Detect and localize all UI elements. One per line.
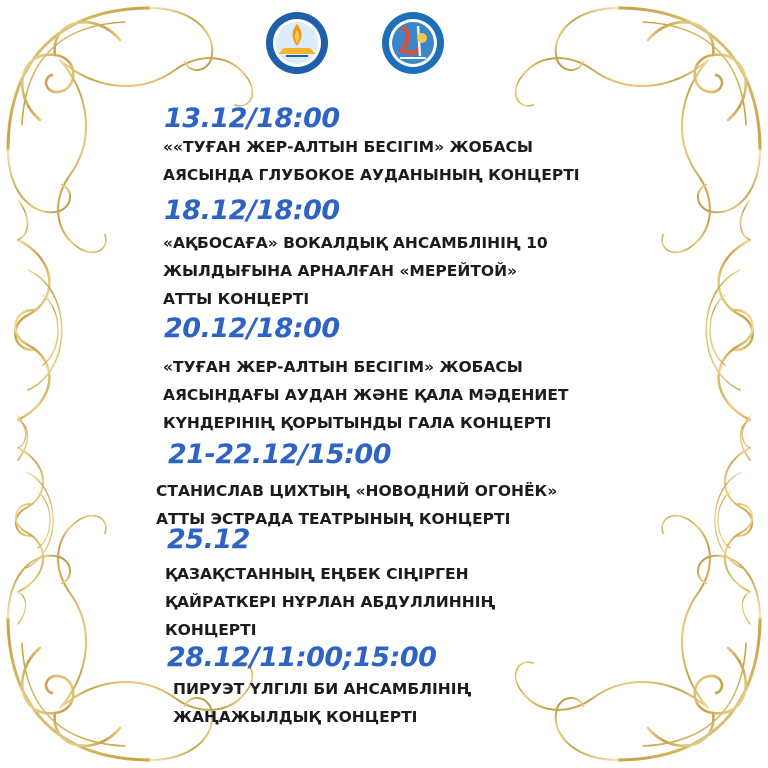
philharmonic-emblem-icon (380, 10, 446, 76)
event-line: АТТЫ ЭСТРАДА ТЕАТРЫНЫҢ КОНЦЕРТІ (156, 510, 511, 528)
event-line: СТАНИСЛАВ ЦИХТЫҢ «НОВОДНИЙ ОГОНЁК» (156, 482, 558, 500)
event-date: 13.12/18:00 (164, 103, 340, 134)
event-line: АЯСЫНДАҒЫ АУДАН ЖӘНЕ ҚАЛА МӘДЕНИЕТ (163, 386, 569, 404)
event-description (163, 229, 548, 313)
event-date: 18.12/18:00 (164, 195, 340, 226)
event-description (173, 675, 471, 731)
event-line: «АҚБОСАҒА» ВОКАЛДЫҚ АНСАМБЛІНІҢ 10 (163, 234, 548, 252)
event-line: ЖЫЛДЫҒЫНА АРНАЛҒАН «МЕРЕЙТОЙ» (163, 262, 518, 280)
event-line: ««ТУҒАН ЖЕР-АЛТЫН БЕСІГІМ» ЖОБАСЫ (163, 138, 533, 156)
event-description (163, 133, 580, 189)
event-description (165, 560, 495, 644)
event-line: ЖАҢАЖЫЛДЫҚ КОНЦЕРТІ (173, 708, 418, 726)
event-description (163, 353, 568, 437)
event-line: КҮНДЕРІНІҢ ҚОРЫТЫНДЫ ГАЛА КОНЦЕРТІ (163, 414, 552, 432)
event-line: «ТУҒАН ЖЕР-АЛТЫН БЕСІГІМ» ЖОБАСЫ (163, 358, 523, 376)
lamp-emblem-icon (264, 10, 330, 76)
event-date: 28.12/11:00;15:00 (167, 642, 437, 673)
event-line: ҚАЗАҚСТАННЫҢ ЕҢБЕК СІҢІРГЕН (165, 565, 469, 583)
event-line: АТТЫ КОНЦЕРТІ (163, 290, 310, 308)
event-line: ҚАЙРАТКЕРІ НҰРЛАН АБДУЛЛИННІҢ (165, 593, 496, 611)
event-date: 25.12 (167, 524, 250, 555)
event-line: АЯСЫНДА ГЛУБОКОЕ АУДАНЫНЫҢ КОНЦЕРТІ (163, 166, 580, 184)
event-line: КОНЦЕРТІ (165, 621, 257, 639)
event-line: ПИРУЭТ ҮЛГІЛІ БИ АНСАМБЛІНІҢ (173, 680, 472, 698)
event-date: 20.12/18:00 (164, 313, 340, 344)
event-date: 21-22.12/15:00 (168, 439, 391, 470)
